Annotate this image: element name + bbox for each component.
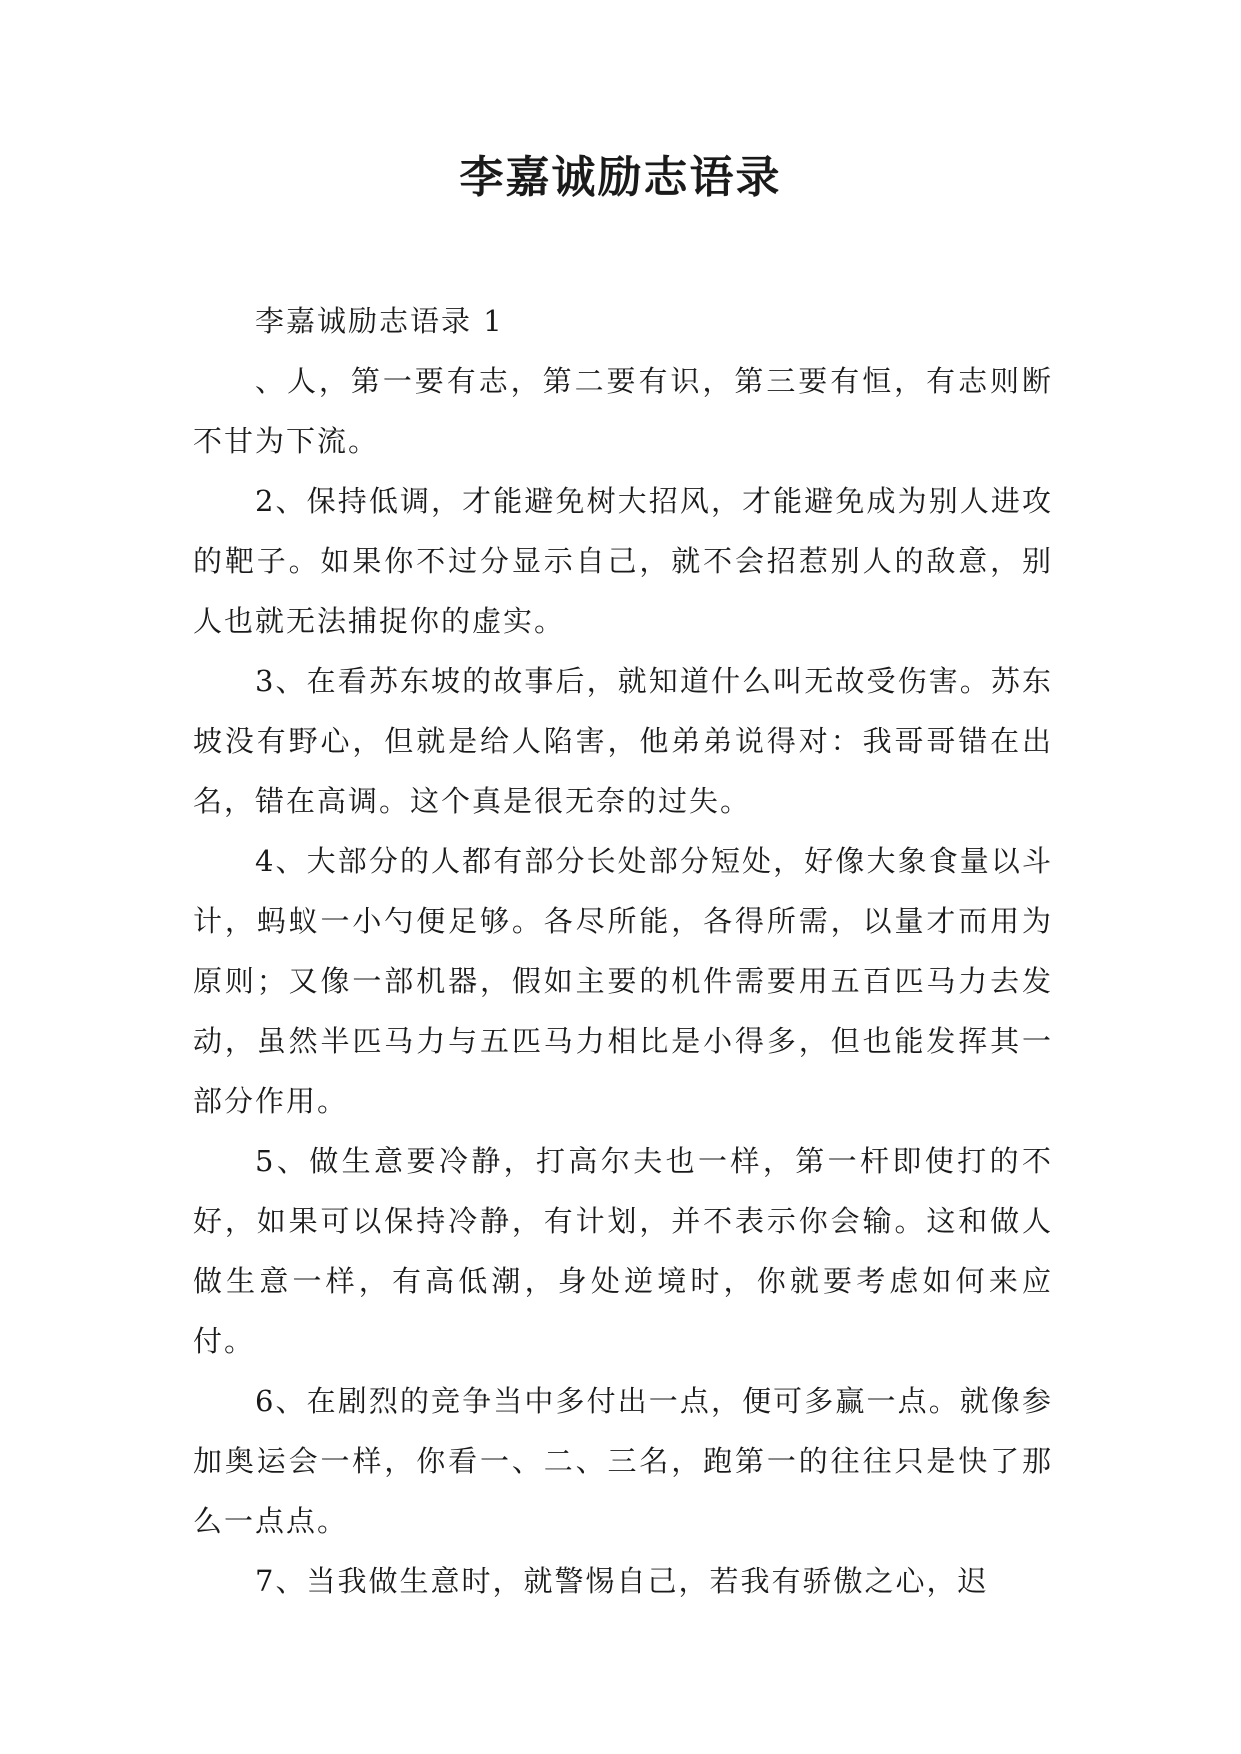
paragraph-5: 5、做生意要冷静，打高尔夫也一样，第一杆即使打的不好，如果可以保持冷静，有计划，并不表示你会输。这和做人做生意一样，有高低潮，身处逆境时，你就要考虑如何来应付。 — [193, 1144, 1053, 1358]
paragraph-4: 4、大部分的人都有部分长处部分短处，好像大象食量以斗计，蚂蚁一小勺便足够。各尽所能，各得所需，以量才而用为原则；又像一部机器，假如主要的机件需要用五百匹马力去发动，虽然半匹马力与五匹马力相比是小得多，但也能发挥其一部分作用。 — [193, 844, 1053, 1118]
paragraph-2: 2、保持低调，才能避免树大招风，才能避免成为别人进攻的靶子。如果你不过分显示自己，就不会招惹别人的敌意，别人也就无法捕捉你的虚实。 — [193, 484, 1053, 638]
document-body — [193, 291, 1053, 1611]
paragraph-6: 6、在剧烈的竞争当中多付出一点，便可多赢一点。就像参加奥运会一样，你看一、二、三名，跑第一的往往只是快了那么一点点。 — [193, 1384, 1053, 1538]
document-title: 李嘉诚励志语录 — [459, 152, 782, 203]
paragraph-3: 3、在看苏东坡的故事后，就知道什么叫无故受伤害。苏东坡没有野心，但就是给人陷害，他弟弟说得对：我哥哥错在出名，错在高调。这个真是很无奈的过失。 — [193, 664, 1053, 818]
paragraph-1: 、人，第一要有志，第二要有识，第三要有恒，有志则断不甘为下流。 — [193, 364, 1053, 458]
section-heading: 李嘉诚励志语录 1 — [255, 304, 504, 338]
paragraph-7: 7、当我做生意时，就警惕自己，若我有骄傲之心，迟 — [255, 1564, 989, 1598]
